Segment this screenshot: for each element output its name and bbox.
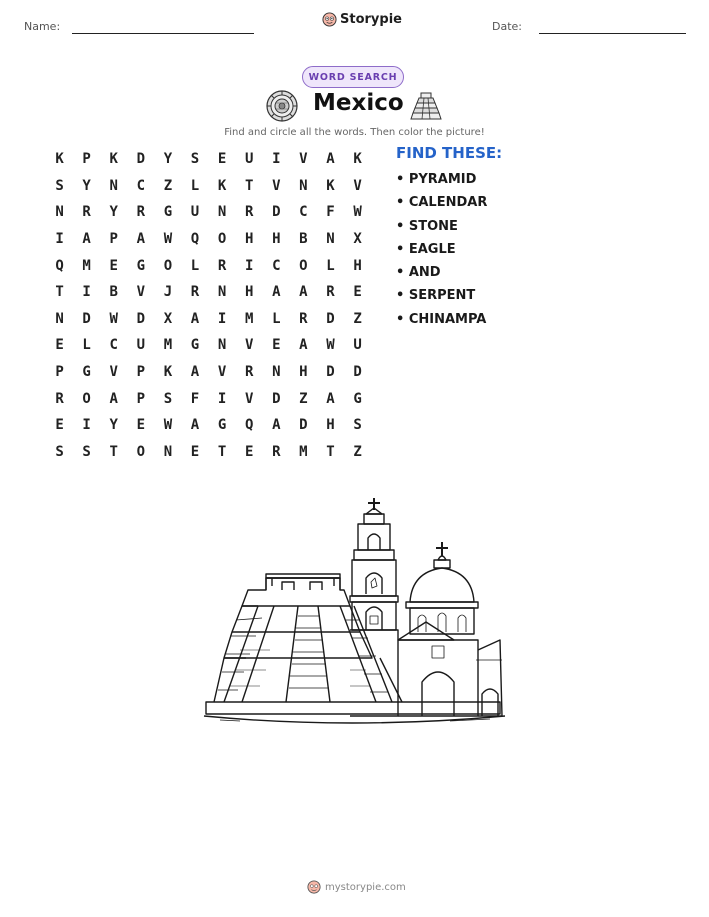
grid-letter[interactable]: K bbox=[55, 151, 64, 168]
grid-letter[interactable]: A bbox=[136, 231, 146, 248]
grid-letter[interactable]: O bbox=[299, 257, 308, 274]
title-row bbox=[266, 90, 446, 124]
grid-letter[interactable]: H bbox=[272, 231, 281, 248]
grid-letter[interactable]: T bbox=[109, 443, 118, 460]
grid-letter[interactable]: K bbox=[326, 177, 335, 194]
grid-letter[interactable]: I bbox=[217, 390, 227, 407]
date-label: Date: bbox=[492, 20, 522, 33]
grid-letter[interactable]: Y bbox=[82, 177, 91, 194]
word-item: • CHINAMPA bbox=[396, 311, 487, 327]
grid-letter[interactable]: M bbox=[244, 310, 254, 327]
grid-letter[interactable]: V bbox=[353, 177, 362, 194]
ground-line bbox=[204, 716, 505, 723]
grid-letter[interactable]: I bbox=[217, 310, 227, 327]
grid-letter[interactable]: G bbox=[82, 364, 91, 381]
name-label: Name: bbox=[24, 20, 61, 33]
grid-letter[interactable]: C bbox=[109, 337, 118, 354]
grid-letter[interactable]: N bbox=[217, 204, 227, 221]
word-list bbox=[396, 172, 487, 335]
grid-letter[interactable]: H bbox=[299, 364, 308, 381]
grid-letter[interactable]: E bbox=[353, 284, 362, 301]
grid-letter[interactable]: C bbox=[299, 204, 308, 221]
grid-letter[interactable]: N bbox=[55, 310, 64, 327]
grid-letter[interactable]: N bbox=[109, 177, 118, 194]
word-item: • AND bbox=[396, 265, 441, 281]
grid-letter[interactable]: O bbox=[82, 390, 91, 407]
grid-letter[interactable]: U bbox=[244, 151, 254, 168]
storypie-mascot-icon bbox=[322, 12, 337, 27]
footer bbox=[307, 880, 406, 894]
grid-letter[interactable]: P bbox=[109, 231, 118, 248]
grid-letter[interactable]: N bbox=[163, 443, 173, 460]
grid-letter[interactable]: E bbox=[55, 417, 64, 434]
grid-letter[interactable]: H bbox=[244, 284, 254, 301]
grid-letter[interactable]: R bbox=[82, 204, 91, 221]
grid-letter[interactable]: T bbox=[326, 443, 335, 460]
grid-letter[interactable]: A bbox=[272, 417, 281, 434]
grid-letter[interactable]: K bbox=[353, 151, 362, 168]
brand-logo bbox=[322, 12, 402, 27]
grid-letter[interactable]: X bbox=[163, 310, 173, 327]
grid-letter[interactable]: E bbox=[190, 443, 200, 460]
name-line[interactable] bbox=[72, 33, 254, 34]
grid-letter[interactable]: Z bbox=[353, 443, 362, 460]
grid-letter[interactable]: A bbox=[190, 417, 200, 434]
grid-letter[interactable]: A bbox=[299, 337, 308, 354]
grid-letter[interactable]: B bbox=[299, 231, 308, 248]
grid-letter[interactable]: A bbox=[109, 390, 118, 407]
grid-letter[interactable]: P bbox=[55, 364, 64, 381]
grid-letter[interactable]: U bbox=[353, 337, 362, 354]
grid-letter[interactable]: R bbox=[136, 204, 146, 221]
grid-letter[interactable]: W bbox=[163, 417, 173, 434]
grid-letter[interactable]: R bbox=[244, 204, 254, 221]
grid-letter[interactable]: V bbox=[299, 151, 308, 168]
grid-letter[interactable]: G bbox=[136, 257, 146, 274]
grid-letter[interactable]: Y bbox=[109, 417, 118, 434]
aztec-calendar-stone-icon bbox=[266, 90, 298, 122]
grid-letter[interactable]: N bbox=[326, 231, 335, 248]
grid-letter[interactable]: A bbox=[326, 390, 335, 407]
pyramid bbox=[206, 702, 500, 714]
letter-grid[interactable] bbox=[46, 146, 371, 465]
grid-letter[interactable]: H bbox=[326, 417, 335, 434]
grid-letter[interactable]: L bbox=[82, 337, 91, 354]
coloring-illustration[interactable] bbox=[200, 490, 510, 730]
grid-letter[interactable]: X bbox=[353, 231, 362, 248]
grid-letter[interactable]: T bbox=[55, 284, 64, 301]
grid-letter[interactable]: E bbox=[55, 337, 64, 354]
grid-letter[interactable]: H bbox=[244, 231, 254, 248]
grid-letter[interactable]: D bbox=[326, 310, 335, 327]
grid-letter[interactable]: K bbox=[163, 364, 173, 381]
grid-letter[interactable]: G bbox=[217, 417, 227, 434]
grid-letter[interactable]: J bbox=[163, 284, 173, 301]
grid-letter[interactable]: Z bbox=[353, 310, 362, 327]
grid-letter[interactable]: S bbox=[82, 443, 91, 460]
word-item: • PYRAMID bbox=[396, 172, 477, 187]
grid-letter[interactable]: Y bbox=[109, 204, 118, 221]
grid-letter[interactable]: A bbox=[299, 284, 308, 301]
word-search-badge: WORD SEARCH bbox=[302, 66, 404, 88]
grid-letter[interactable]: L bbox=[190, 177, 200, 194]
grid-letter[interactable]: O bbox=[136, 443, 146, 460]
grid-letter[interactable]: V bbox=[244, 390, 254, 407]
grid-letter[interactable]: I bbox=[82, 284, 91, 301]
grid-letter[interactable]: U bbox=[190, 204, 200, 221]
grid-letter[interactable]: S bbox=[55, 443, 64, 460]
word-item: • EAGLE bbox=[396, 241, 456, 257]
grid-letter[interactable]: V bbox=[136, 284, 146, 301]
grid-letter[interactable]: D bbox=[299, 417, 308, 434]
grid-letter[interactable]: C bbox=[136, 177, 146, 194]
grid-letter[interactable]: W bbox=[326, 337, 335, 354]
grid-letter[interactable]: Y bbox=[163, 151, 173, 168]
grid-letter[interactable]: A bbox=[326, 151, 335, 168]
grid-letter[interactable]: Z bbox=[163, 177, 173, 194]
grid-letter[interactable]: V bbox=[217, 364, 227, 381]
grid-letter[interactable]: T bbox=[244, 177, 254, 194]
grid-letter[interactable]: F bbox=[326, 204, 335, 221]
grid-letter[interactable]: Q bbox=[244, 417, 254, 434]
grid-letter[interactable]: H bbox=[353, 257, 362, 274]
grid-letter[interactable]: E bbox=[244, 443, 254, 460]
grid-letter[interactable]: M bbox=[82, 257, 91, 274]
grid-letter[interactable]: L bbox=[190, 257, 200, 274]
pyramid-icon bbox=[409, 90, 443, 122]
grid-letter[interactable]: N bbox=[299, 177, 308, 194]
grid-letter[interactable]: N bbox=[217, 337, 227, 354]
grid-letter[interactable]: G bbox=[353, 390, 362, 407]
grid-letter[interactable]: Z bbox=[299, 390, 308, 407]
grid-letter[interactable]: D bbox=[136, 151, 146, 168]
grid-letter[interactable]: D bbox=[82, 310, 91, 327]
word-item: • CALENDAR bbox=[396, 195, 488, 211]
grid-letter[interactable]: W bbox=[109, 310, 118, 327]
grid-letter[interactable]: D bbox=[272, 390, 281, 407]
grid-letter[interactable]: Q bbox=[55, 257, 64, 274]
grid-letter[interactable]: I bbox=[55, 231, 64, 248]
storypie-mascot-icon bbox=[307, 880, 321, 894]
grid-letter[interactable]: I bbox=[82, 417, 91, 434]
footer-link[interactable]: mystorypie.com bbox=[325, 881, 406, 893]
grid-letter[interactable]: R bbox=[55, 390, 64, 407]
grid-letter[interactable]: P bbox=[82, 151, 91, 168]
grid-letter[interactable]: G bbox=[163, 204, 173, 221]
grid-letter[interactable]: S bbox=[190, 151, 200, 168]
grid-letter[interactable]: V bbox=[109, 364, 118, 381]
grid-letter[interactable]: S bbox=[55, 177, 64, 194]
grid-letter[interactable]: D bbox=[272, 204, 281, 221]
grid-letter[interactable]: D bbox=[326, 364, 335, 381]
grid-letter[interactable]: E bbox=[217, 151, 227, 168]
grid-letter[interactable]: S bbox=[353, 417, 362, 434]
grid-letter[interactable]: A bbox=[82, 231, 91, 248]
grid-letter[interactable]: P bbox=[136, 364, 146, 381]
grid-letter[interactable]: G bbox=[190, 337, 200, 354]
grid-letter[interactable]: L bbox=[272, 310, 281, 327]
date-line[interactable] bbox=[539, 33, 686, 34]
find-these-heading: FIND THESE: bbox=[396, 144, 503, 162]
page-title: Mexico bbox=[313, 90, 404, 116]
grid-letter[interactable]: R bbox=[217, 257, 227, 274]
grid-letter[interactable]: N bbox=[272, 364, 281, 381]
grid-letter[interactable]: D bbox=[136, 310, 146, 327]
grid-letter[interactable]: L bbox=[326, 257, 335, 274]
grid-letter[interactable]: R bbox=[190, 284, 200, 301]
grid-letter[interactable]: E bbox=[272, 337, 281, 354]
instructions: Find and circle all the words. Then color the picture! bbox=[224, 127, 485, 138]
grid-letter[interactable]: A bbox=[272, 284, 281, 301]
grid-letter[interactable]: B bbox=[109, 284, 118, 301]
grid-letter[interactable]: R bbox=[326, 284, 335, 301]
grid-letter[interactable]: K bbox=[109, 151, 118, 168]
grid-letter[interactable]: E bbox=[109, 257, 118, 274]
word-item: • SERPENT bbox=[396, 288, 476, 304]
grid-letter[interactable]: O bbox=[217, 231, 227, 248]
grid-letter[interactable]: I bbox=[272, 151, 281, 168]
grid-letter[interactable]: V bbox=[244, 337, 254, 354]
grid-letter[interactable]: M bbox=[163, 337, 173, 354]
grid-letter[interactable]: C bbox=[272, 257, 281, 274]
grid-letter[interactable]: E bbox=[136, 417, 146, 434]
grid-letter[interactable]: R bbox=[299, 310, 308, 327]
grid-letter[interactable]: A bbox=[190, 310, 200, 327]
grid-letter[interactable]: T bbox=[217, 443, 227, 460]
grid-letter[interactable]: P bbox=[136, 390, 146, 407]
grid-letter[interactable]: I bbox=[244, 257, 254, 274]
grid-letter[interactable]: U bbox=[136, 337, 146, 354]
grid-letter[interactable]: W bbox=[353, 204, 362, 221]
grid-letter[interactable]: O bbox=[163, 257, 173, 274]
brand-name: Storypie bbox=[340, 12, 402, 27]
grid-letter[interactable]: W bbox=[163, 231, 173, 248]
grid-letter[interactable]: R bbox=[272, 443, 281, 460]
grid-letter[interactable]: S bbox=[163, 390, 173, 407]
grid-letter[interactable]: K bbox=[217, 177, 227, 194]
church bbox=[350, 498, 502, 716]
grid-letter[interactable]: V bbox=[272, 177, 281, 194]
word-item: • STONE bbox=[396, 218, 458, 234]
grid-letter[interactable]: Q bbox=[190, 231, 200, 248]
grid-letter[interactable]: N bbox=[217, 284, 227, 301]
grid-letter[interactable]: F bbox=[190, 390, 200, 407]
grid-letter[interactable]: N bbox=[55, 204, 64, 221]
grid-letter[interactable]: A bbox=[190, 364, 200, 381]
grid-letter[interactable]: D bbox=[353, 364, 362, 381]
grid-letter[interactable]: R bbox=[244, 364, 254, 381]
grid-letter[interactable]: M bbox=[299, 443, 308, 460]
